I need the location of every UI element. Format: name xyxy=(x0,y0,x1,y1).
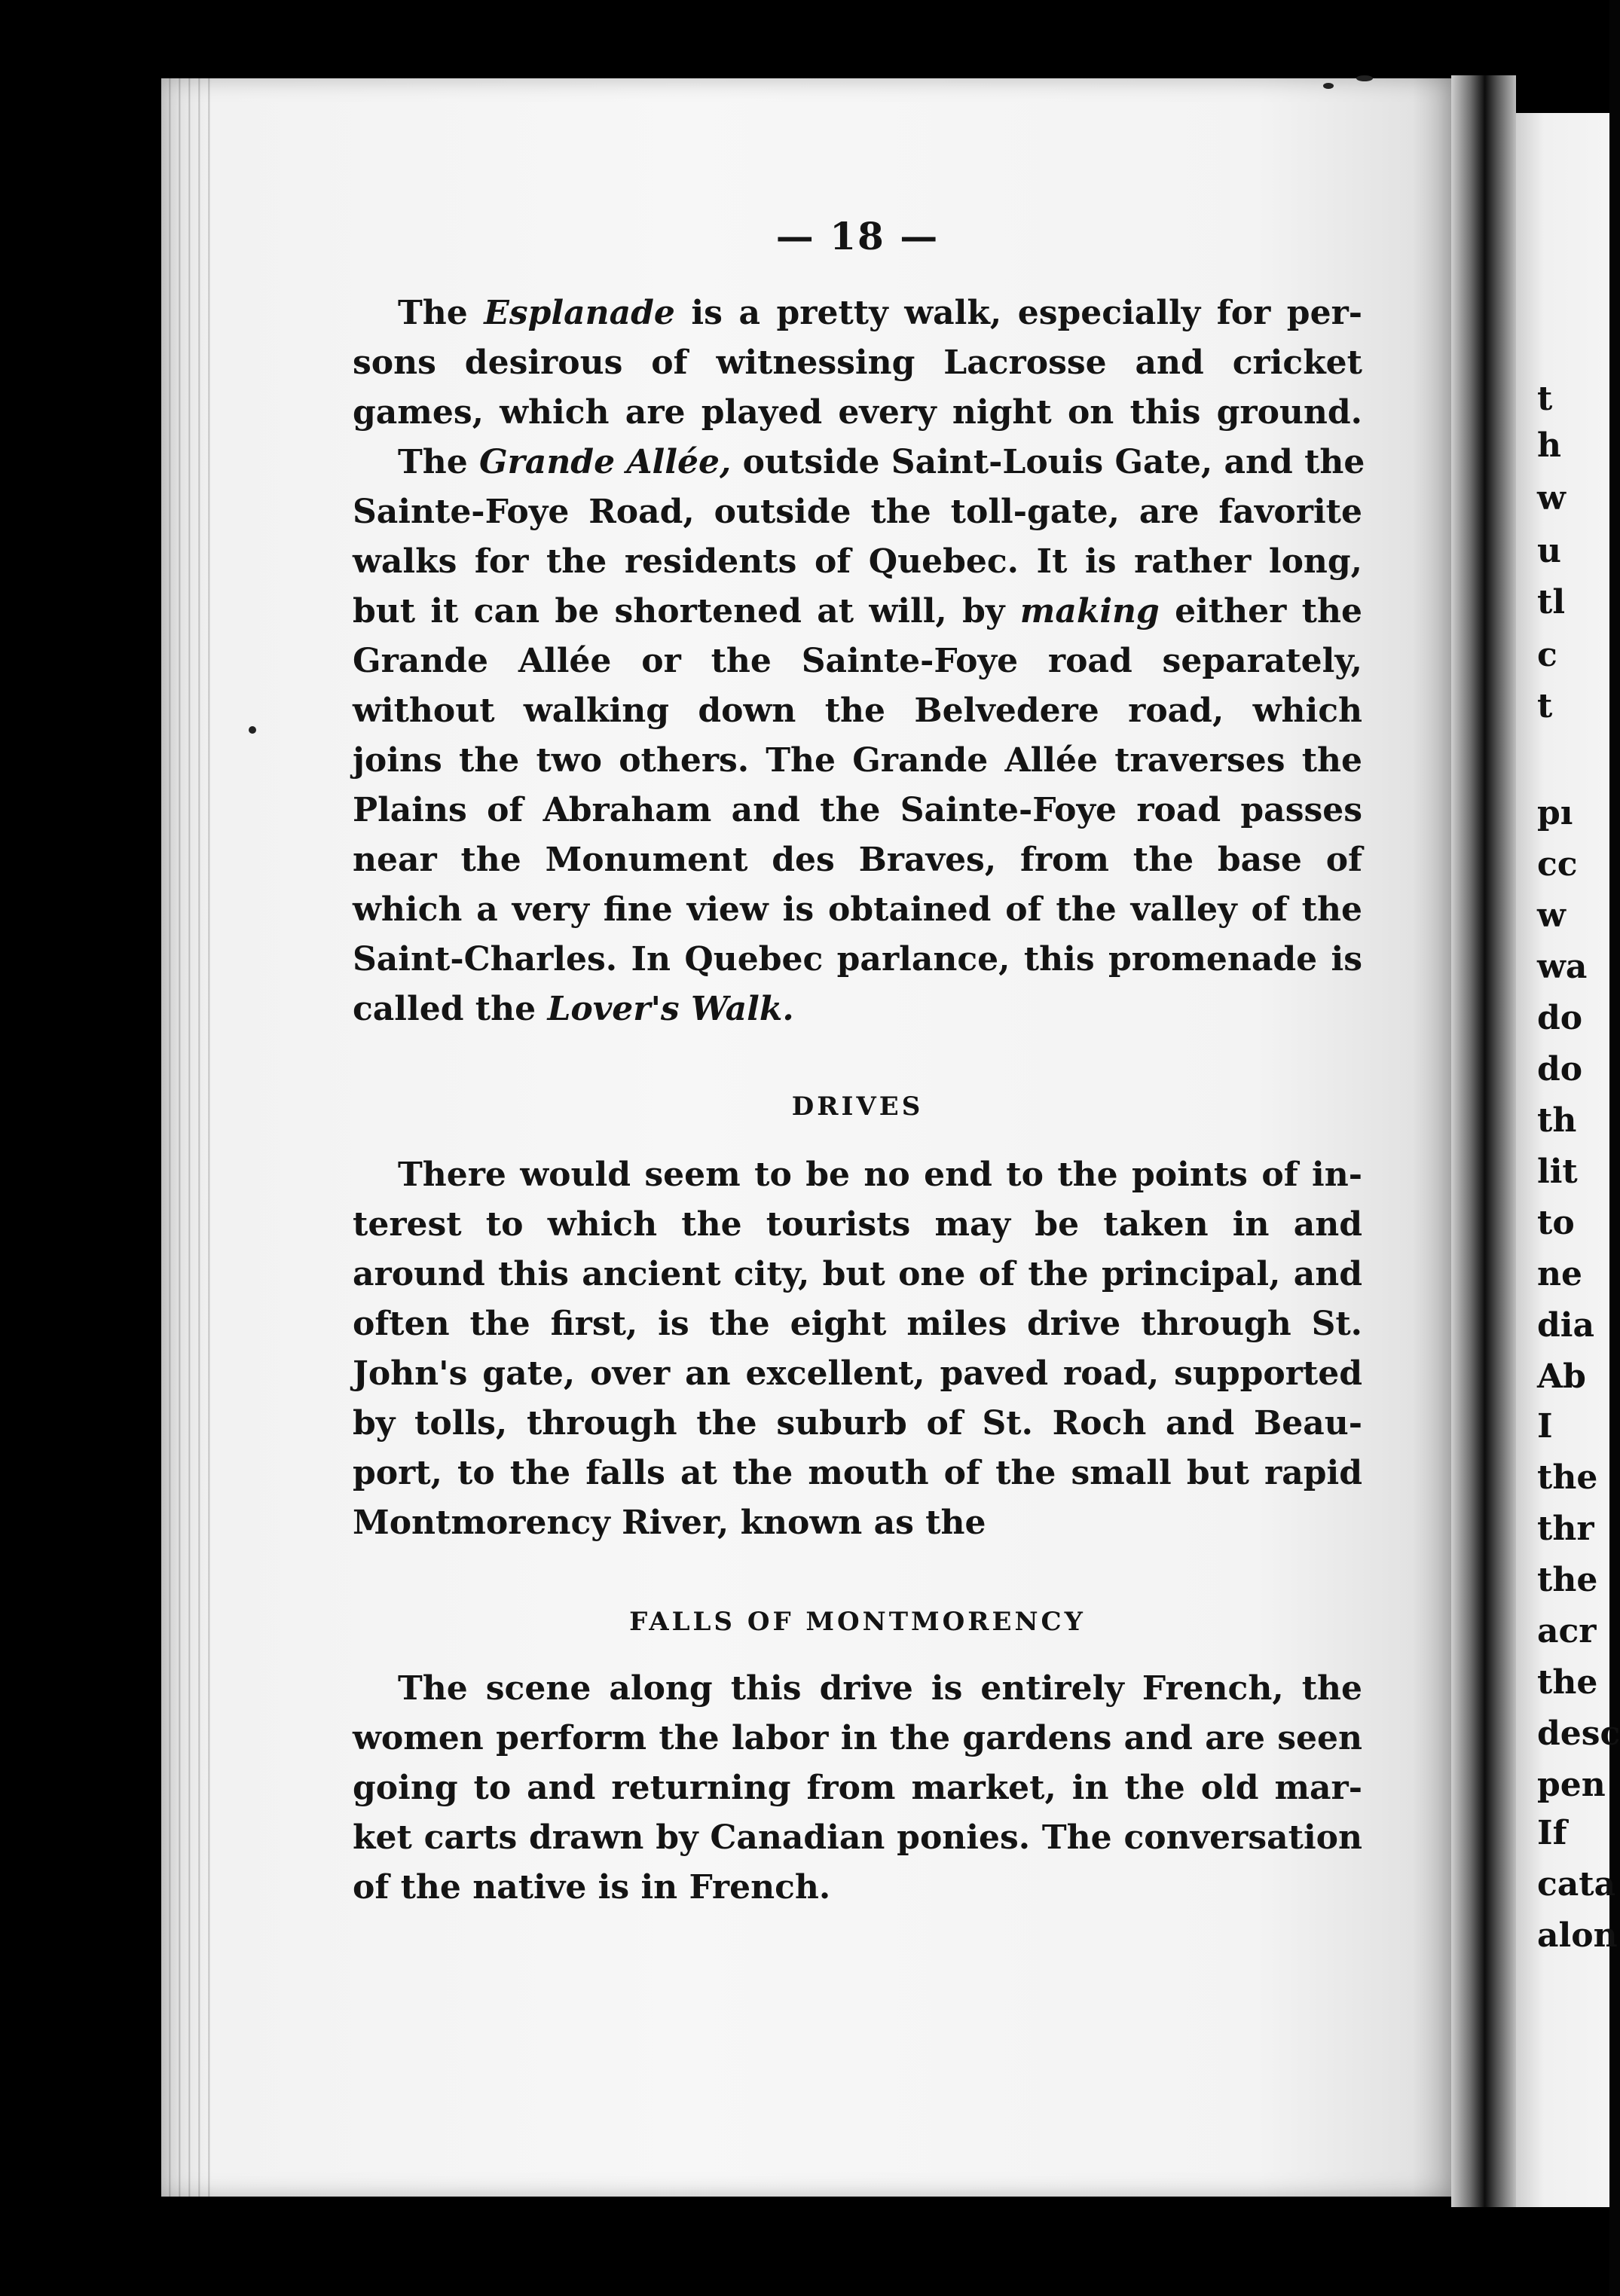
text-line: Plains of Abraham and the Sainte-Foye road passes xyxy=(353,791,1362,829)
facing-page-fragment-text: u xyxy=(1537,532,1561,570)
facing-page-fragment-text: th xyxy=(1537,1101,1577,1140)
facing-page-fragment-text: ne xyxy=(1537,1255,1582,1293)
text-line: women perform the labor in the gardens and are seen xyxy=(353,1719,1362,1757)
text-line: joins the two others. The Grande Allée traverses the xyxy=(353,741,1362,780)
facing-page-fragment-text: dia xyxy=(1537,1306,1594,1345)
text-line: Saint-Charles. In Quebec parlance, this promenade is xyxy=(353,940,1362,979)
ink-speck xyxy=(1323,83,1334,89)
text-line: The scene along this drive is entirely French, the xyxy=(398,1669,1362,1708)
facing-page-fragment-text: alon xyxy=(1537,1916,1618,1955)
ink-speck xyxy=(249,726,256,734)
book-gutter xyxy=(1451,75,1516,2207)
facing-page-fragment-text: Ab xyxy=(1537,1357,1586,1396)
facing-page-fragment-text: the xyxy=(1537,1458,1598,1497)
facing-page-fragment-text: the xyxy=(1537,1561,1598,1599)
text-line: There would seem to be no end to the points of in- xyxy=(398,1156,1362,1194)
text-line: sons desirous of witnessing Lacrosse and cricket xyxy=(353,343,1362,382)
text-line: games, which are played every night on this ground. xyxy=(353,393,1362,432)
facing-page-fragment-text: c xyxy=(1537,636,1557,674)
facing-page-fragment-text: desc xyxy=(1537,1714,1620,1753)
text-line: port, to the falls at the mouth of the small but rapid xyxy=(353,1454,1362,1492)
text-line: going to and returning from market, in the old mar- xyxy=(353,1769,1362,1807)
text-line: ket carts drawn by Canadian ponies. The conversation xyxy=(353,1818,1362,1857)
facing-page-fragment-text: h xyxy=(1537,426,1561,465)
text-line: terest to which the tourists may be taken in and xyxy=(353,1205,1362,1244)
facing-page-fragment-text: do xyxy=(1537,999,1583,1037)
facing-page-fragment-text: acr xyxy=(1537,1612,1597,1650)
text-line: The Grande Allée, outside Saint-Louis Gate, and the xyxy=(398,443,1365,481)
text-line: but it can be shortened at will, by making either the xyxy=(353,592,1362,630)
text-line: Sainte-Foye Road, outside the toll-gate, are favorite xyxy=(353,493,1362,531)
facing-page-fragment-text: w xyxy=(1537,479,1566,518)
facing-page-fragment-text: pı xyxy=(1537,794,1573,832)
text-line: of the native is in French. xyxy=(353,1868,831,1907)
text-line: The Esplanade is a pretty walk, especially for per- xyxy=(398,294,1363,332)
text-line: without walking down the Belvedere road, which xyxy=(353,692,1362,730)
facing-page-fragment-text: tl xyxy=(1537,583,1566,621)
page-edge-shadow xyxy=(161,78,214,2197)
facing-page-fragment-text: cata xyxy=(1537,1865,1616,1904)
text-line: Grande Allée or the Sainte-Foye road separately, xyxy=(353,642,1362,680)
section-heading-falls: FALLS OF MONTMORENCY xyxy=(629,1607,1086,1637)
text-line: around this ancient city, but one of the principal, and xyxy=(353,1255,1362,1293)
text-line: near the Monument des Braves, from the base of xyxy=(353,841,1362,879)
facing-page-fragment-text: do xyxy=(1537,1050,1583,1088)
text-line: John's gate, over an excellent, paved road, supported xyxy=(353,1354,1362,1393)
facing-page-fragment-text: cc xyxy=(1537,845,1578,884)
facing-page-fragment-text: wa xyxy=(1537,948,1588,986)
text-line: Montmorency River, known as the xyxy=(353,1504,986,1542)
facing-page-fragment-text: t xyxy=(1537,687,1553,725)
facing-page-fragment-text: If xyxy=(1537,1814,1567,1852)
text-line: called the Lover's Walk. xyxy=(353,990,794,1028)
facing-page-fragment-text: to xyxy=(1537,1204,1575,1242)
text-line: often the first, is the eight miles drive through St. xyxy=(353,1305,1362,1343)
facing-page-fragment-text: I xyxy=(1537,1407,1553,1446)
facing-page-fragment-text: thr xyxy=(1537,1510,1594,1548)
facing-page-fragment-text: pen xyxy=(1537,1766,1606,1804)
ink-speck xyxy=(1356,75,1373,81)
text-line: walks for the residents of Quebec. It is rather long, xyxy=(353,542,1362,581)
page-number: — 18 — xyxy=(775,214,940,258)
text-line: which a very fine view is obtained of the valley of the xyxy=(353,890,1362,929)
facing-page-fragment-text: w xyxy=(1537,896,1566,935)
facing-page-fragment-text: the xyxy=(1537,1663,1598,1702)
section-heading-drives: DRIVES xyxy=(791,1092,924,1122)
facing-page-fragment-text: lit xyxy=(1537,1153,1578,1191)
facing-page-fragment-text: t xyxy=(1537,380,1553,418)
text-line: by tolls, through the suburb of St. Roch and Beau- xyxy=(353,1404,1362,1443)
